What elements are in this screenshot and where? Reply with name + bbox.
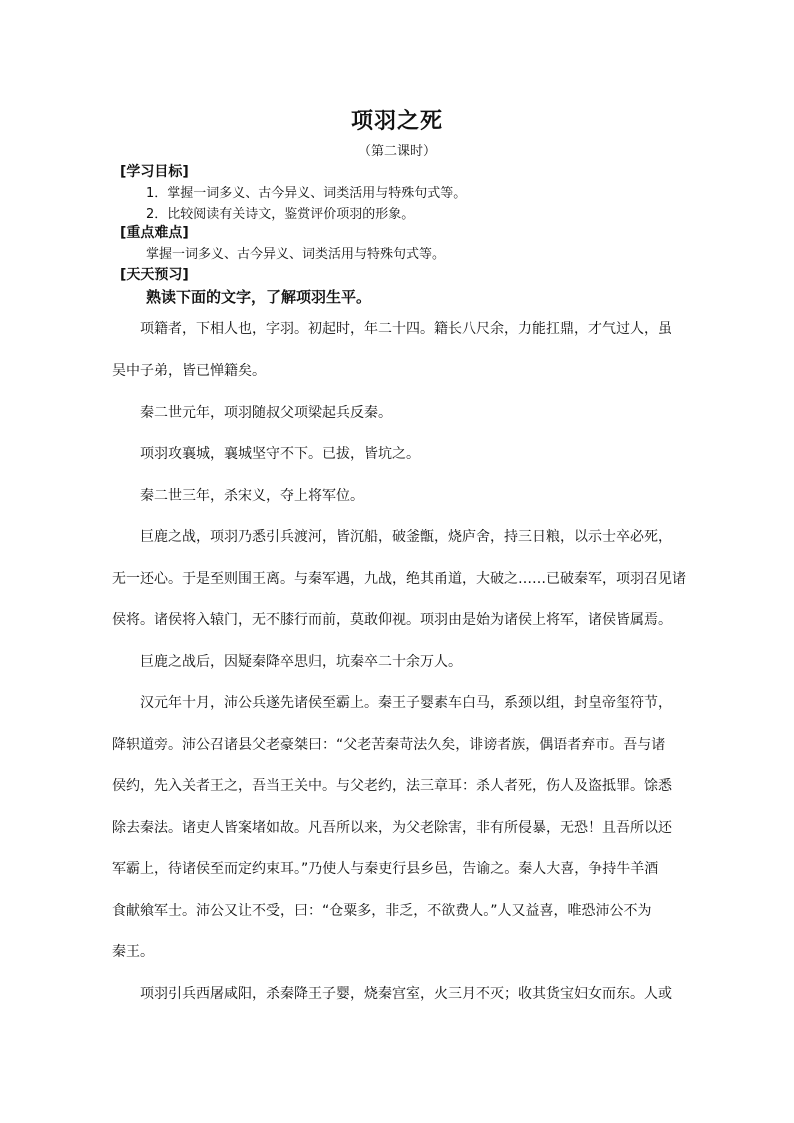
text-line: 项羽攻襄城，襄城坚守不下。已拔，皆坑之。 (112, 446, 420, 462)
text-line: 汉元年十月，沛公兵遂先诸侯至霸上。秦王子婴素车白马，系颈以组，封皇帝玺符节， (112, 695, 672, 711)
text-line: 降轵道旁。沛公召诸县父老豪桀曰：“父老苦秦苛法久矣，诽谤者族，偶语者弃市。吾与诸 (112, 737, 666, 753)
text-line: 秦王。 (112, 944, 154, 960)
text-line: 侯将。诸侯将入辕门，无不膝行而前，莫敢仰视。项羽由是始为诸侯上将军，诸侯皆属焉。 (112, 612, 672, 628)
text-line: 项籍者，下相人也，字羽。初起时，年二十四。籍长八尺余，力能扛鼎，才气过人，虽 (112, 321, 672, 337)
text-line: 项羽引兵西屠咸阳，杀秦降王子婴，烧秦宫室，火三月不灭；收其货宝妇女而东。人或 (112, 986, 672, 1002)
text-line: 军霸上，待诸侯至而定约束耳。”乃使人与秦吏行县乡邑，告谕之。秦人大喜，争持牛羊酒 (112, 861, 659, 877)
goal-item-1: 1．掌握一词多义、古今异义、词类活用与特殊句式等。 (146, 186, 467, 201)
key-heading: [重点难点] (120, 225, 189, 241)
text-line: 侯约，先入关者王之，吾当王关中。与父老约，法三章耳：杀人者死，伤人及盗抵罪。馀悉 (112, 778, 672, 794)
goals-heading: [学习目标] (120, 164, 189, 180)
text-line: 食献飨军士。沛公又让不受，曰：“仓粟多，非乏，不欲费人。”人又益喜，唯恐沛公不为 (112, 903, 652, 919)
text-line: 秦二世元年，项羽随叔父项梁起兵反秦。 (112, 405, 392, 421)
document-title: 项羽之死 (350, 108, 443, 134)
preview-lead: 熟读下面的文字，了解项羽生平。 (146, 288, 372, 306)
text-line: 无一还心。于是至则围王离。与秦军遇，九战，绝其甬道，大破之……已破秦军，项羽召见诸 (112, 571, 686, 587)
text-line: 巨鹿之战后，因疑秦降卒思归，坑秦卒二十余万人。 (112, 654, 462, 670)
text-line: 巨鹿之战，项羽乃悉引兵渡河，皆沉船，破釜甑，烧庐舍，持三日粮，以示士卒必死， (112, 529, 672, 545)
text-line: 秦二世三年，杀宋义，夺上将军位。 (112, 488, 364, 504)
goal-item-2: 2．比较阅读有关诗文，鉴赏评价项羽的形象。 (146, 207, 415, 222)
text-line: 吴中子弟，皆已惮籍矣。 (112, 363, 266, 379)
document-subtitle: （第二课时） (357, 144, 436, 159)
text-line: 除去秦法。诸吏人皆案堵如故。凡吾所以来，为父老除害，非有所侵暴，无恐！且吾所以还 (112, 820, 672, 836)
key-text: 掌握一词多义、古今异义、词类活用与特殊句式等。 (146, 247, 446, 262)
preview-heading: [天天预习] (120, 267, 189, 283)
